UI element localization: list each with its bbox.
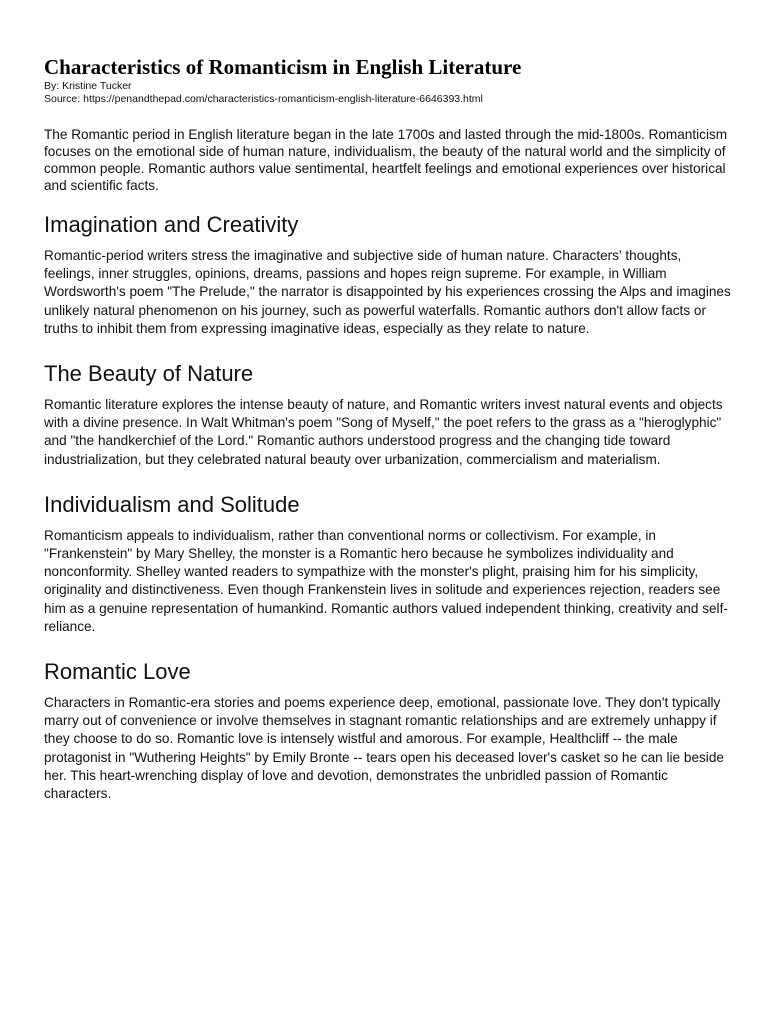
author-line: By: Kristine Tucker [44,80,132,92]
section-body: Romanticism appeals to individualism, rather than conventional norms or collectivism. For example, in "Frankenstein" by Mary Shelley, the monster is a Romantic hero because he symbolizes individuality and nonconformity. Shelley wanted readers to sympathize with the monster's plight, praising him for his simplicity, originality and distinctiveness. Even though Frankenstein lives in solitude and experiences rejection, readers see him as a genuine representation of humankind. Romantic authors valued independent thinking, creativity and self-reliance. [44,527,728,634]
section-body: Romantic-period writers stress the imaginative and subjective side of human nature. Characters' thoughts, feelings, inner struggles, opinions, dreams, passions and hopes reign supreme. For example, in William Wordsworth's poem "The Prelude," the narrator is disappointed by his experiences crossing the Alps and imagines unlikely natural phenomenon on his journey, such as powerful waterfalls. Romantic authors don't allow facts or truths to inhibit them from expressing imaginative ideas, especially as they relate to nature. [44,248,731,336]
section-heading: Imagination and Creativity [44,212,299,237]
document-page [44,54,734,803]
section-beauty-of-nature [44,361,734,469]
document-title: Characteristics of Romanticism in English Literature [44,55,522,79]
section-heading: Individualism and Solitude [44,491,300,517]
section-individualism-and-solitude [44,492,734,636]
section-body: Characters in Romantic-era stories and poems experience deep, emotional, passionate love. They don't typically marry out of convenience or involve themselves in stagnant romantic relationships and are extremely unhappy if they choose to do so. Romantic love is intensely wistful and amorous. For example, Healthcliff -- the male protagonist in "Wuthering Heights" by Emily Bronte -- tears open his deceased lover's casket so he can lie beside her. This heart-wrenching display of love and devotion, demonstrates the unbridled passion of Romantic characters. [44,695,724,802]
section-heading: Romantic Love [44,659,191,685]
section-imagination-and-creativity [44,212,734,338]
section-romantic-love [44,659,734,803]
source-line: Source: https://penandthepad.com/characteristics-romanticism-english-literature-6646393.html [44,93,483,105]
intro-paragraph: The Romantic period in English literature began in the late 1700s and lasted through the mid-1800s. Romanticism focuses on the emotional side of human nature, individualism, the beauty of the natural world and the simplicity of common people. Romantic authors value sentimental, heartfelt feelings and emotional experiences over historical and scientific facts. [44,127,728,193]
section-heading: The Beauty of Nature [44,361,254,387]
section-body: Romantic literature explores the intense beauty of nature, and Romantic writers invest natural events and objects with a divine presence. In Walt Whitman's poem "Song of Myself," the poet refers to the grass as a "hieroglyphic" and "the handkerchief of the Lord." Romantic authors understood progress and the changing tide toward industrialization, but they celebrated natural beauty over urbanization, commercialism and materialism. [44,397,723,467]
